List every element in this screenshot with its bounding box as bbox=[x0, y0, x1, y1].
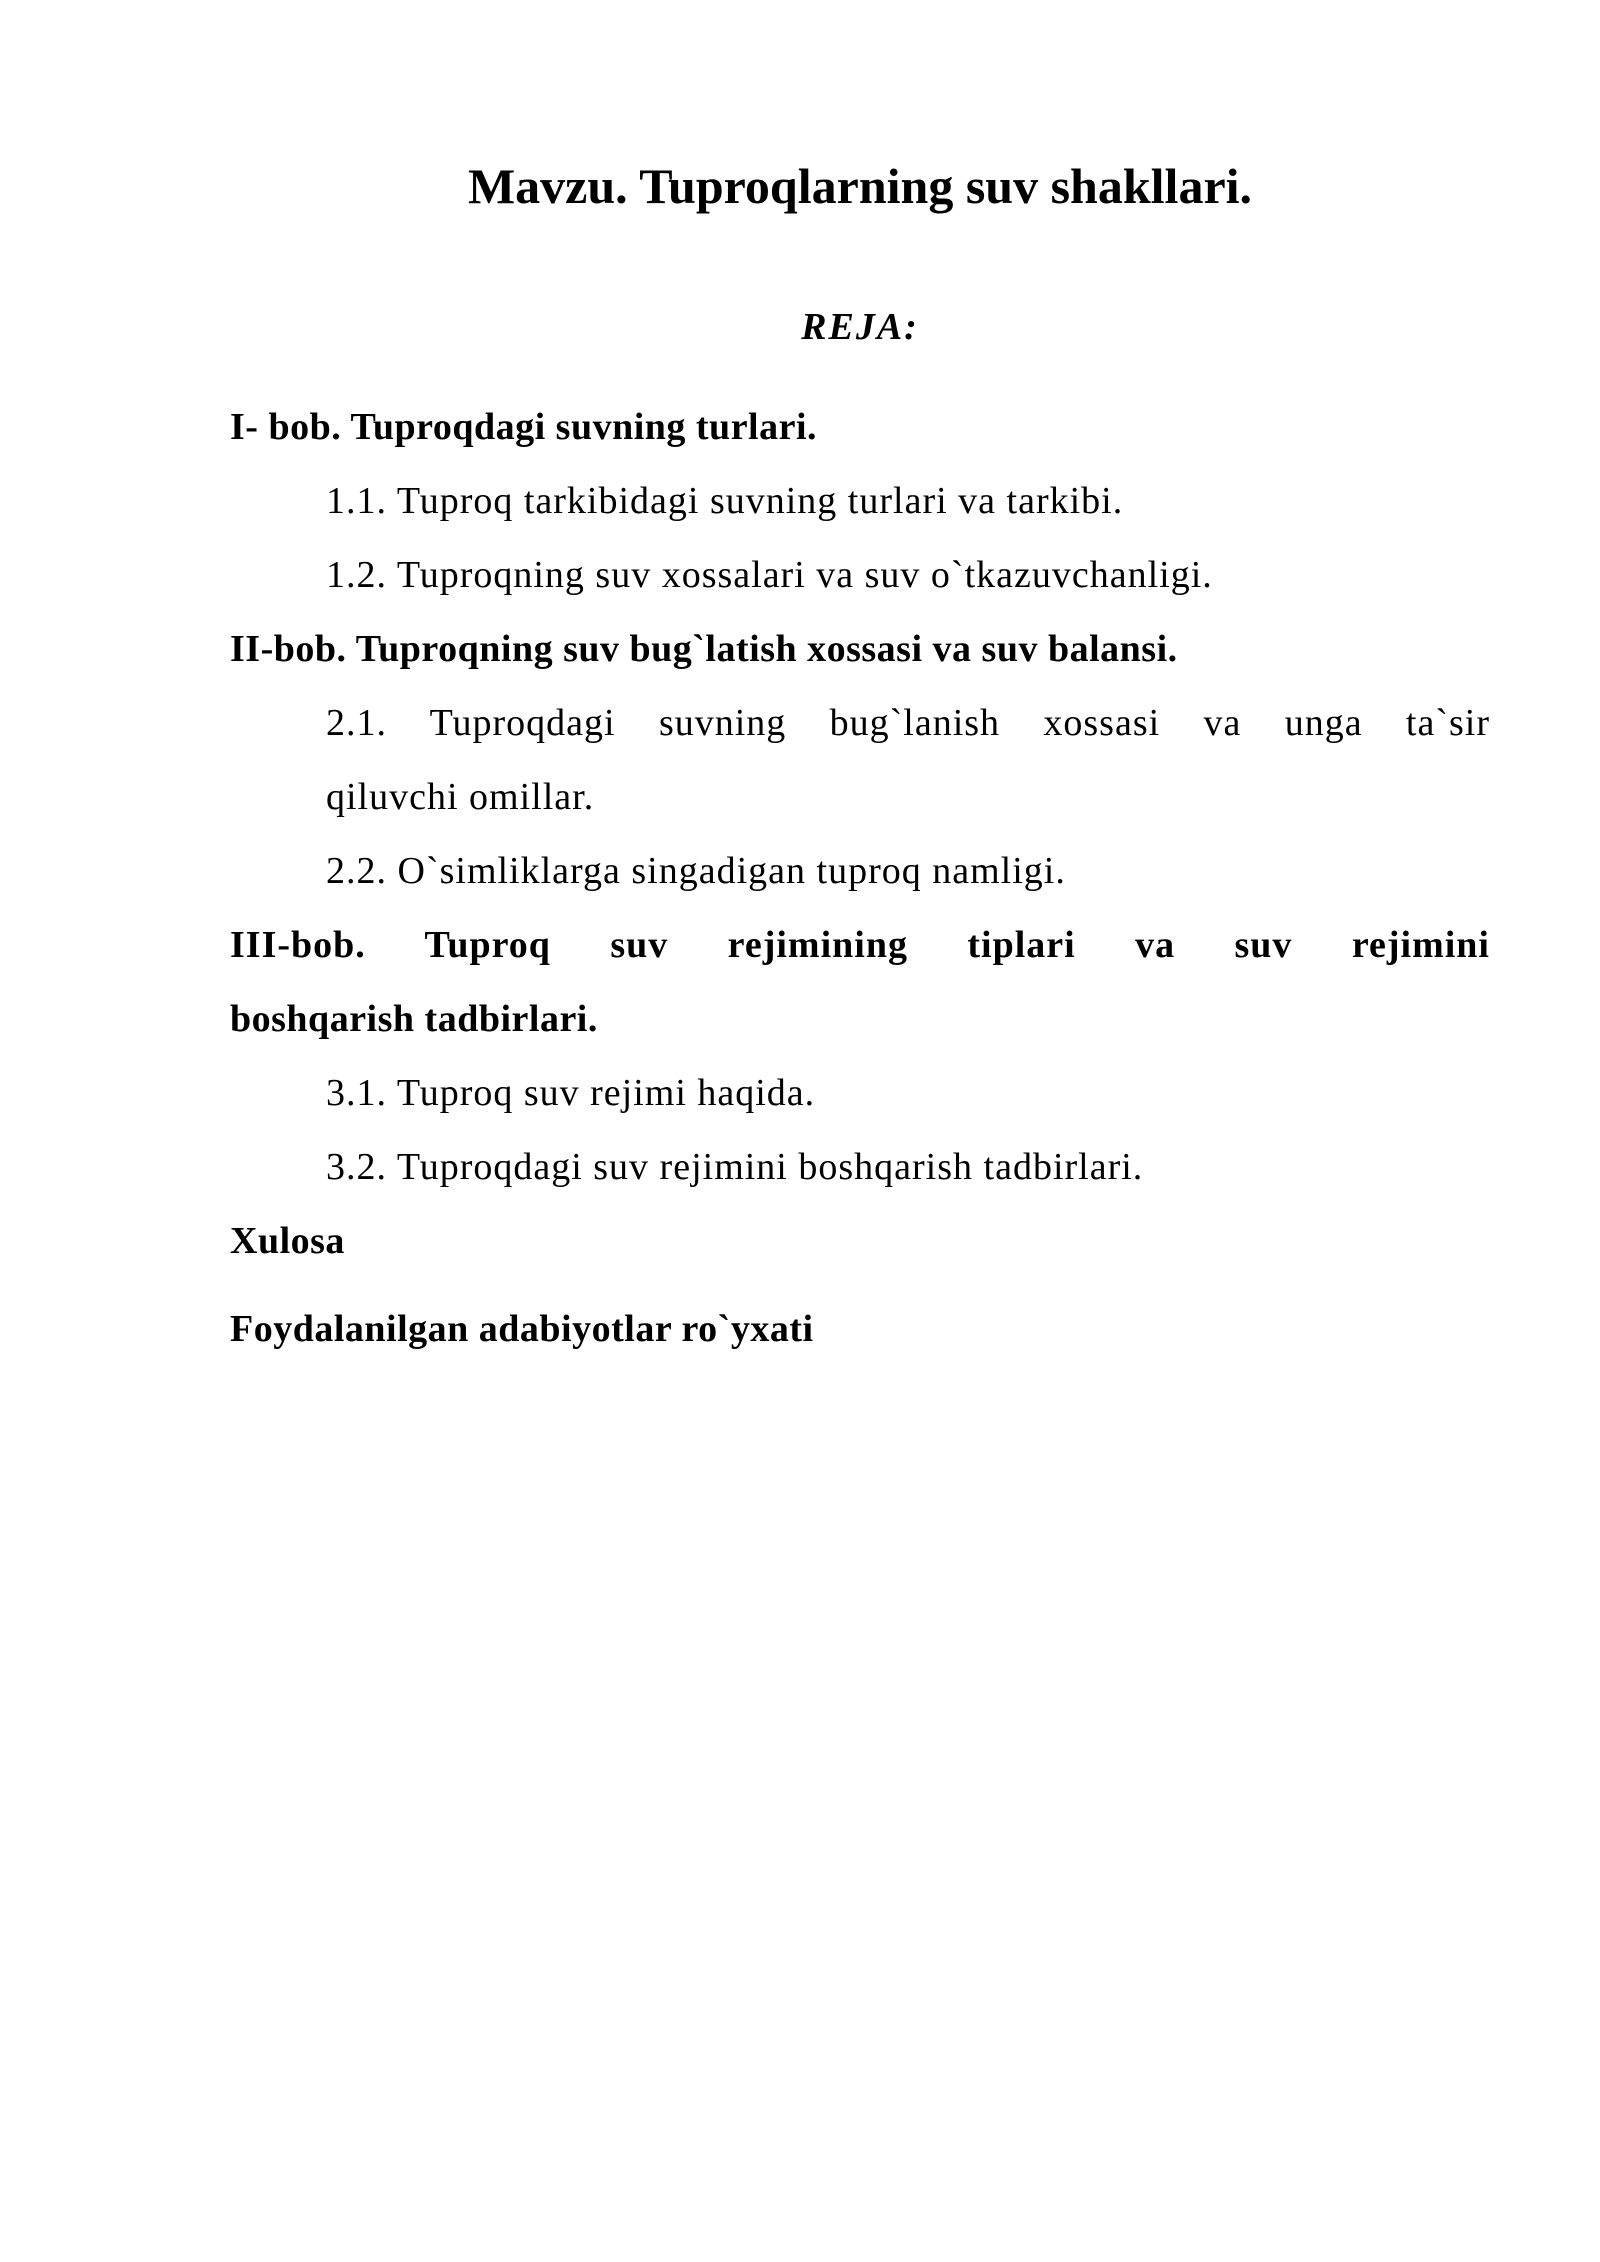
section-3-1: 3.1. Tuproq suv rejimi haqida. bbox=[326, 1072, 816, 1114]
references-heading: Foydalanilgan adabiyotlar ro`yxati bbox=[230, 1308, 814, 1350]
section-2-1-line-2: qiluvchi omillar. bbox=[326, 776, 595, 818]
chapter-1-heading: I- bob. Tuproqdagi suvning turlari. bbox=[230, 406, 818, 448]
chapter-3-heading-line-2: boshqarish tadbirlari. bbox=[230, 998, 598, 1040]
plan-heading: REJA: bbox=[801, 306, 919, 348]
document-title: Mavzu. Tuproqlarning suv shakllari. bbox=[467, 158, 1253, 214]
conclusion-heading: Xulosa bbox=[230, 1220, 345, 1262]
chapter-2-heading: II-bob. Tuproqning suv bug`latish xossasi va suv balansi. bbox=[230, 628, 1178, 670]
section-1-1: 1.1. Tuproq tarkibidagi suvning turlari va tarkibi. bbox=[326, 480, 1124, 522]
section-2-2: 2.2. O`simliklarga singadigan tuproq namligi. bbox=[326, 850, 1066, 892]
chapter-3-heading-line-1: III-bob. Tuproq suv rejimining tiplari va suv rejimini bbox=[230, 924, 1490, 966]
section-1-2: 1.2. Tuproqning suv xossalari va suv o`tkazuvchanligi. bbox=[326, 554, 1213, 596]
section-2-1-line-1: 2.1. Tuproqdagi suvning bug`lanish xossasi va unga ta`sir bbox=[326, 702, 1490, 744]
section-3-2: 3.2. Tuproqdagi suv rejimini boshqarish tadbirlari. bbox=[326, 1146, 1144, 1188]
